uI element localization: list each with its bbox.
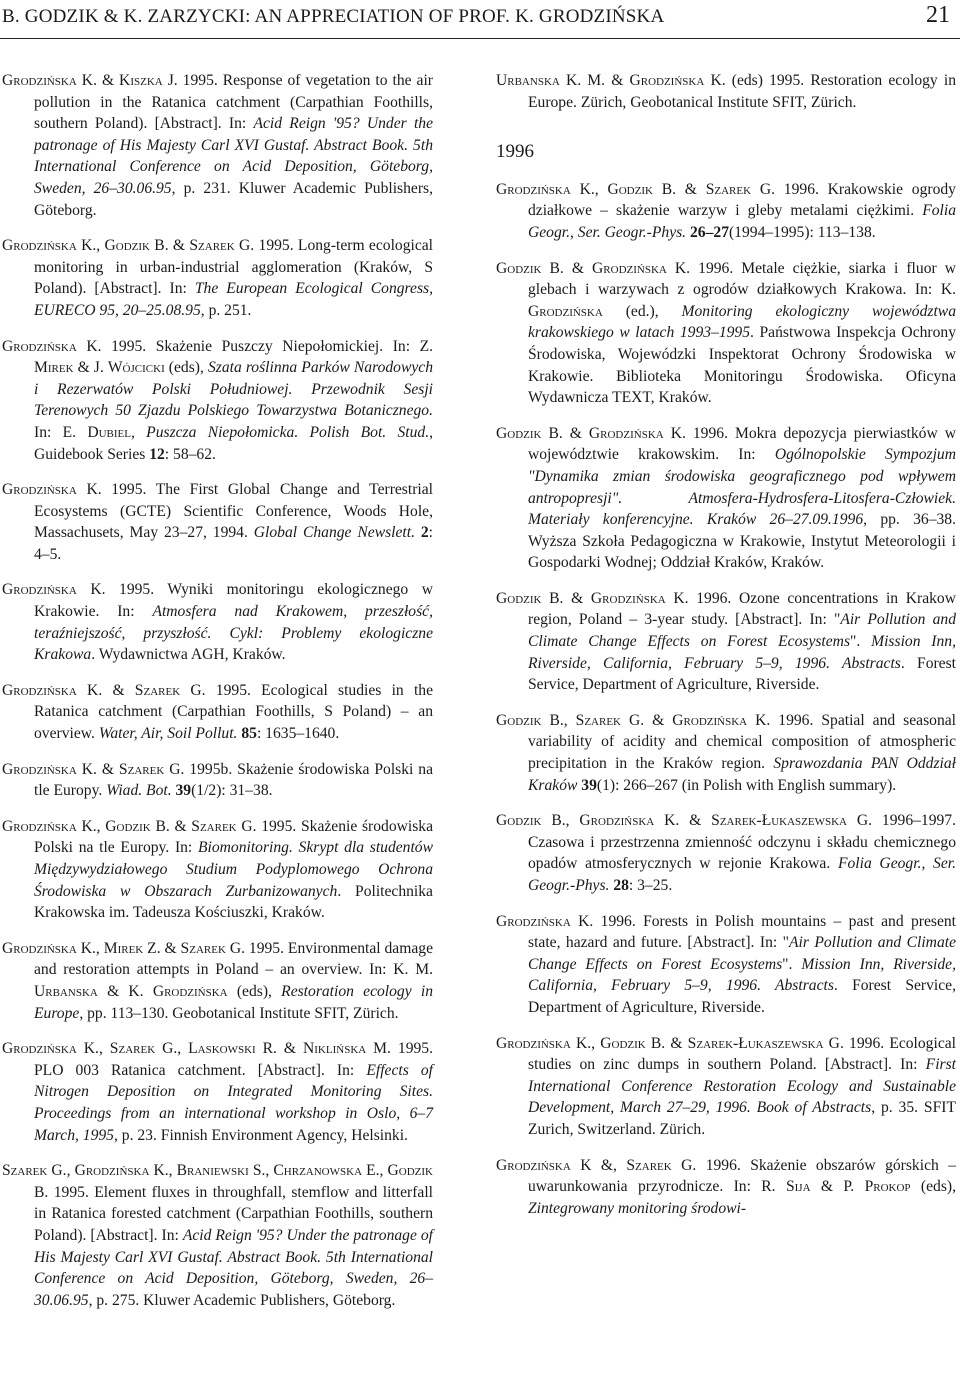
ref-text: (eds), bbox=[910, 1178, 956, 1196]
author-names: Wójcicki bbox=[107, 359, 165, 377]
reference-entry bbox=[496, 179, 956, 244]
reference-entry bbox=[2, 1160, 433, 1311]
italic-title: Air Pollution and Climate Change Effects on Forest Ecosystems bbox=[528, 934, 956, 973]
author-names: Godzik B., Szarek G. & Grodzińska K. bbox=[496, 711, 771, 729]
ref-text: , p. 275. Kluwer Academic Publishers, Göteborg. bbox=[88, 1291, 396, 1309]
italic-title: Mission Inn, Riverside, California, February 5–9, 1996. Abstracts bbox=[528, 633, 956, 672]
author-names: Grodzińska K., Godzik B. & Szarek G. bbox=[2, 237, 255, 255]
italic-title: Air Pollution and Climate Change Effects on Forest Ecosystems bbox=[528, 611, 957, 651]
ref-text: , Guidebook Series bbox=[34, 423, 433, 463]
ref-text: : 3–25. bbox=[628, 877, 673, 894]
volume-number: 28 bbox=[613, 877, 629, 894]
ref-text: (ed.), bbox=[602, 302, 682, 320]
ref-text: 1995. Wyniki monitoringu ekologicznego w Krakowie. In: bbox=[34, 581, 433, 621]
italic-title: Water, Air, Soil Pollut. bbox=[98, 725, 238, 743]
ref-text: , pp. 36–38. Wyższa Szkoła Pedagogiczna w Krakowie, Instytut Meteorologii i Gospodarki Wodnej; Oddział Kraków, Kraków. bbox=[528, 511, 957, 572]
volume-number: 85 bbox=[241, 725, 257, 743]
ref-text: In: E. bbox=[34, 423, 88, 441]
reference-list-right-a bbox=[496, 70, 956, 113]
ref-text: 1996–1997. Czasowa i przestrzenna zmienność odczynu i składu chemicznego opadów atmosferycznych w rejonie Krakowa. bbox=[528, 812, 956, 873]
reference-entry bbox=[2, 680, 433, 745]
header-rule bbox=[0, 38, 960, 39]
ref-text: 1996. Ecological studies on zinc dumps in southern Poland. [Abstract]. In: bbox=[528, 1034, 956, 1074]
ref-text: 1996. Metale ciężkie, siarka i fluor w glebach i warzywach z ogrodów działkowych Krakowa. In: K. bbox=[528, 259, 956, 299]
author-names: Grodzińska K., Mirek Z. & Szarek G. bbox=[2, 939, 245, 957]
ref-text: 1995b. Skażenie środowiska Polski na tle Europy. bbox=[34, 760, 434, 800]
italic-title: First International Conference Restoration Ecology and Sustainable Development, March 27–29, 1996. Book of Abstracts bbox=[528, 1056, 956, 1117]
reference-entry bbox=[2, 759, 433, 802]
reference-entry bbox=[2, 938, 433, 1024]
author-names: Grodzińska K. bbox=[496, 912, 594, 930]
ref-text: 1996. Spatial and seasonal variability of acidity and chemical composition of atmospheric precipitation in the Kraków region. bbox=[528, 711, 956, 773]
ref-text: 1996. Ozone concentrations in Krakow region, Poland – 3-year study. [Abstract]. In: " bbox=[528, 589, 956, 629]
ref-text: 1995. Skażenie środowiska Polski na tle Europy. In: bbox=[34, 817, 433, 857]
volume-number: 12 bbox=[149, 445, 165, 463]
ref-text: 1995. Long-term ecological monitoring in urban-industrial agglomeration (Kraków, S Poland). [Abstract]. In: bbox=[34, 237, 433, 298]
ref-text: (eds), bbox=[164, 359, 208, 377]
ref-text: . Politechnika Krakowska im. Tadeusza Kościuszki, Kraków. bbox=[34, 882, 433, 922]
reference-entry bbox=[496, 911, 956, 1019]
author-names: Mirek bbox=[34, 359, 74, 377]
author-names: Grodzińska K. bbox=[2, 581, 106, 599]
author-names: Grodzińska K. & Kiszka J. bbox=[2, 72, 178, 89]
ref-text: 1996. Forests in Polish mountains – past and present state, hazard and future. [Abstract]. In: " bbox=[528, 912, 956, 952]
reference-entry bbox=[2, 579, 433, 665]
author-names: Grodzińska K., Godzik B. & Szarek G. bbox=[2, 817, 257, 835]
ref-text: 1995. Element fluxes in throughfall, stemflow and litterfall in Ratanica forested catchment (Carpathian Foothills, southern Poland). [Abstract]. In: bbox=[34, 1183, 433, 1244]
reference-entry bbox=[496, 70, 956, 113]
ref-text: & K. bbox=[97, 982, 153, 1000]
ref-text: 1995. Ecological studies in the Ratanica catchment (Carpathian Foothills, S Poland) – an overview. bbox=[34, 681, 433, 743]
ref-text: : 58–62. bbox=[164, 445, 216, 463]
reference-entry bbox=[496, 423, 956, 574]
author-names: Grodzińska K. bbox=[2, 481, 102, 499]
italic-title: Sprawozdania PAN Oddział Kraków bbox=[528, 755, 956, 794]
reference-entry bbox=[2, 479, 433, 565]
ref-text: (1994–1995): 113–138. bbox=[728, 223, 876, 241]
italic-title: Global Change Newslett. bbox=[253, 524, 415, 542]
ref-text: . Forest Service, Department of Agriculture, Riverside. bbox=[528, 654, 956, 694]
running-header bbox=[0, 0, 960, 40]
author-names: Grodzińska K., Szarek G., Laskowski R. & Niklińska M. bbox=[2, 1040, 391, 1058]
page-number: 21 bbox=[926, 2, 950, 28]
author-names: Godzik B. & Grodzińska K. bbox=[496, 259, 691, 277]
reference-entry bbox=[496, 1155, 956, 1220]
author-names: Prokop bbox=[864, 1178, 911, 1196]
reference-entry bbox=[496, 710, 956, 796]
ref-text: 1996. Mokra depozycja pierwiastków w województwie krakowskim. In: bbox=[528, 424, 956, 464]
ref-text: 1995. Skażenie Puszczy Niepołomickiej. In: Z. bbox=[111, 337, 433, 355]
ref-text: . Państwowa Inspekcja Ochrony Środowiska, Wojewódzki Inspektorat Ochrony Środowiska w Krakowie. Biblioteka Monitoringu Środowiska. Oficyna Wydawnicza TEXT, Kraków. bbox=[528, 324, 956, 407]
ref-text: 1995. Response of vegetation to the air pollution in the Ratanica catchment (Carpathian Foothills, southern Poland). [Abstract]. In: bbox=[34, 72, 434, 133]
ref-text: (eds), bbox=[227, 982, 282, 1000]
ref-text: : 1635–1640. bbox=[256, 725, 340, 743]
ref-text: 1995. The First Global Change and Terrestrial Ecosystems (GCTE) Scientific Conference, Woods Hole, Massachusets, May 23–27, 1994. bbox=[34, 481, 433, 542]
ref-text: & P. bbox=[810, 1178, 865, 1196]
ref-text: & J. bbox=[73, 359, 108, 377]
reference-entry bbox=[2, 336, 433, 466]
ref-text: 1995. Environmental damage and restoration attempts in Poland – an overview. In: K. M. bbox=[34, 939, 433, 979]
author-names: Urbanska bbox=[34, 982, 98, 1000]
author-names: Grodzińska bbox=[528, 302, 603, 320]
author-names: Grodzińska K. & Szarek G. bbox=[2, 760, 185, 778]
italic-title: Zintegrowany monitoring środowi- bbox=[528, 1199, 747, 1217]
author-names: Szarek G., Grodzińska K., Braniewski S., Chrzanowska E., Godzik B. bbox=[2, 1162, 433, 1201]
reference-entry bbox=[496, 810, 956, 896]
ref-text: , p. 23. Finnish Environment Agency, Helsinki. bbox=[113, 1126, 408, 1144]
author-names: Godzik B., Grodzińska K. & Szarek-Łukaszewska G. bbox=[496, 812, 873, 830]
italic-title: Mission Inn, Riverside, California, February 5–9, 1996. Abstracts bbox=[528, 955, 957, 995]
italic-title: Folia Geogr., Ser. Geogr.-Phys. bbox=[528, 202, 956, 241]
author-names: Grodzińska K. bbox=[2, 337, 102, 355]
volume-number: 39 bbox=[175, 782, 192, 800]
italic-title: Biomonitoring. Skrypt dla studentów Międzywydziałowego Studium Podyplomowego Ochrona Środowiska w Obszarach Zurbanizowanych bbox=[34, 839, 433, 900]
italic-title: Acid Reign '95? Under the patronage of His Majesty Carl XVI Gustaf. Abstract Book. 5th International Conference on Acid Deposition, Göteborg, Sweden, 26–30.06.95 bbox=[34, 115, 433, 197]
ref-text: , bbox=[130, 423, 147, 441]
italic-title: Ogólnopolskie Sympozjum "Dynamika zmian środowiska geograficznego pod wpływem antropopresji". Atmosfera-Hydrosfera-Litosfera-Człowiek. Materiały konferencyjne. Kraków 26–27.09.1996 bbox=[528, 446, 956, 529]
ref-text: 1995. PLO 003 Ratanica catchment. [Abstract]. In: bbox=[34, 1040, 433, 1079]
ref-text: (eds) 1995. Restoration ecology in Europe. Zürich, Geobotanical Institute SFIT, Zürich. bbox=[528, 72, 956, 111]
ref-text: . Forest Service, Department of Agriculture, Riverside. bbox=[528, 977, 956, 1016]
author-names: Dubiel bbox=[87, 423, 131, 441]
ref-text: , pp. 113–130. Geobotanical Institute SFIT, Zürich. bbox=[79, 1004, 399, 1022]
ref-text: , p. 231. Kluwer Academic Publishers, Göteborg. bbox=[34, 179, 433, 219]
author-names: Grodzińska K., Godzik B. & Szarek G. bbox=[496, 180, 775, 198]
italic-title: Acid Reign '95? Under the patronage of His Majesty Carl XVI Gustaf. Abstract Book. 5th International Conference on Acid Deposition, Göteborg, Sweden, 26–30.06.95 bbox=[34, 1226, 433, 1309]
ref-text: , p. 35. SFIT Zurich, Switzerland. Zürich. bbox=[528, 1099, 956, 1138]
reference-entry bbox=[496, 1033, 956, 1141]
italic-title: The European Ecological Congress, EURECO 95, 20–25.08.95 bbox=[34, 280, 433, 319]
ref-text: : 4–5. bbox=[34, 524, 434, 563]
reference-entry bbox=[2, 70, 433, 221]
ref-text: ". bbox=[782, 955, 802, 973]
italic-title: Wiad. Bot. bbox=[106, 782, 172, 800]
author-names: Godzik B. & Grodzińska K. bbox=[496, 424, 686, 442]
running-title: B. GODZIK & K. ZARZYCKI: AN APPRECIATION OF PROF. K. GRODZIŃSKA bbox=[2, 6, 665, 27]
italic-title: Monitoring ekologiczny województwa krakowskiego w latach 1993–1995 bbox=[528, 302, 956, 342]
author-names: Grodzińska K., Godzik B. & Szarek-Łukaszewska G. bbox=[496, 1034, 844, 1052]
ref-text: (1/2): 31–38. bbox=[191, 782, 273, 800]
author-names: Grodzińska K &, Szarek G. bbox=[496, 1156, 697, 1174]
left-column bbox=[2, 70, 433, 1325]
reference-entry bbox=[496, 258, 956, 409]
italic-title: Effects of Nitrogen Deposition on Integrated Monitoring Sites. Proceedings from an international workshop in Oslo, 6–7 March, 1995 bbox=[34, 1061, 433, 1144]
year-heading: 1996 bbox=[496, 141, 534, 163]
italic-title: Restoration ecology in Europe bbox=[34, 982, 434, 1022]
italic-title: Szata roślinna Parków Narodowych i Rezerwatów Polski Południowej. Przewodnik Sesji Terenowych 50 Zjazdu Polskiego Towarzystwa Botanicznego. bbox=[34, 359, 433, 420]
right-column bbox=[496, 70, 956, 1233]
ref-text: (1): 266–267 (in Polish with English summary). bbox=[596, 776, 897, 794]
reference-entry bbox=[496, 588, 956, 696]
author-names: Grodzińska K. & Szarek G. bbox=[2, 681, 206, 699]
reference-entry bbox=[2, 816, 433, 924]
italic-title: Atmosfera nad Krakowem, przeszłość, teraźniejszość, przyszłość. Cykl: Problemy ekologiczne Krakowa bbox=[34, 603, 433, 664]
author-names: Sija bbox=[785, 1178, 811, 1196]
author-names: Grodzińska bbox=[152, 982, 228, 1000]
ref-text: , p. 251. bbox=[200, 301, 252, 319]
author-names: Urbanska K. M. & Grodzińska K. bbox=[496, 72, 726, 89]
author-names: Godzik B. & Grodzińska K. bbox=[496, 589, 689, 607]
volume-number: 39 bbox=[581, 776, 597, 794]
volume-number: 26–27 bbox=[690, 223, 729, 241]
reference-list-left bbox=[2, 70, 433, 1311]
italic-title: Puszcza Niepołomicka. Polish Bot. Stud. bbox=[146, 423, 430, 441]
reference-entry bbox=[2, 235, 433, 321]
italic-title: Folia Geogr., Ser. Geogr.-Phys. bbox=[528, 855, 956, 894]
reference-list-right-b bbox=[496, 179, 956, 1220]
ref-text: . Wydawnictwa AGH, Kraków. bbox=[91, 646, 286, 664]
volume-number: 2 bbox=[420, 524, 429, 542]
ref-text: 1996. Skażenie obszarów górskich – uwarunkowania przyrodnicze. In: R. bbox=[528, 1156, 956, 1196]
ref-text: ". bbox=[850, 633, 872, 651]
ref-text: 1996. Krakowskie ogrody działkowe – skażenie warzyw i gleby metalami ciężkimi. bbox=[528, 180, 956, 220]
reference-entry bbox=[2, 1038, 433, 1146]
